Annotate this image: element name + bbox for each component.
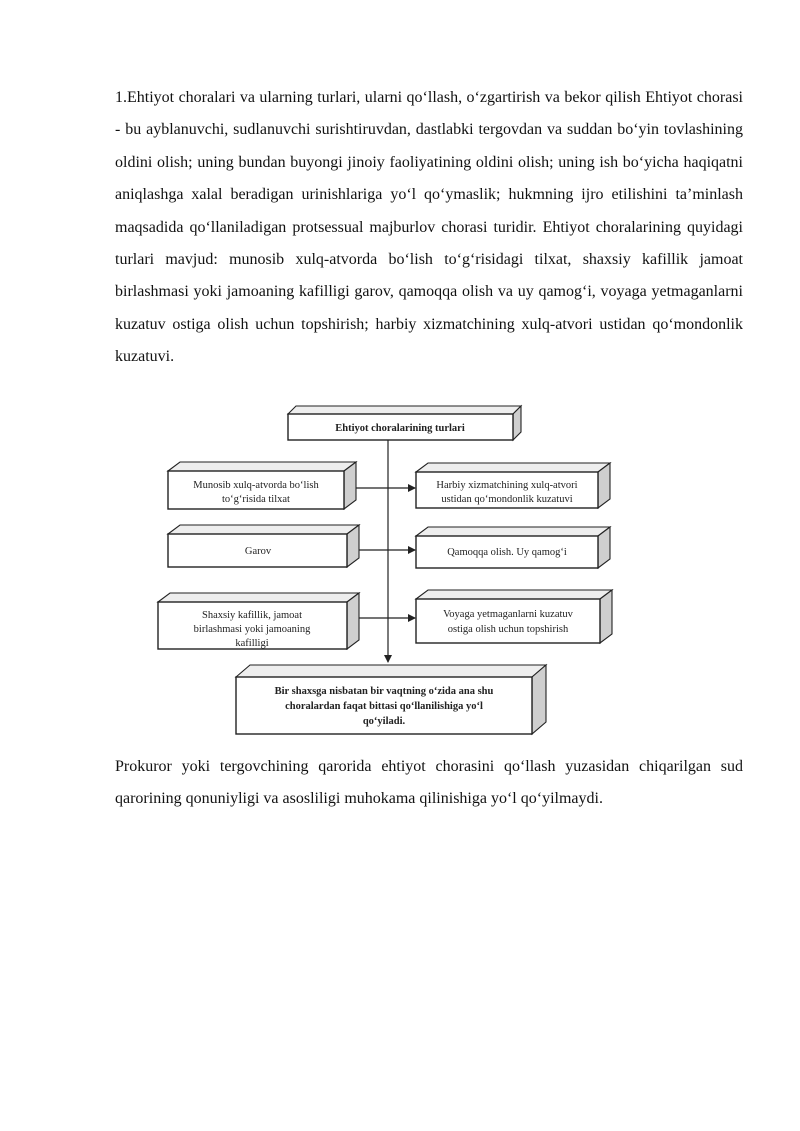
box-conclusion: [236, 665, 546, 734]
diagram-title: Ehtiyot choralarining turlari: [335, 423, 465, 434]
measures-diagram: [0, 400, 800, 745]
svg-text:to‘g‘risida tilxat: to‘g‘risida tilxat: [222, 494, 290, 505]
svg-text:Shaxsiy kafillik, jamoat: Shaxsiy kafillik, jamoat: [201, 610, 303, 621]
closing-paragraph: Prokuror yoki tergovchining qarorida ehtiyot chorasini qo‘llash yuzasidan chiqarilgan sud qarorining qonuniyligi va asosliligi muhokama qilinishiga yo‘l qo‘yilmaydi.: [115, 758, 743, 808]
svg-text:Munosib xulq-atvorda bo‘lish: Munosib xulq-atvorda bo‘lish: [193, 480, 319, 491]
box-garov: [168, 525, 359, 567]
box-kafillik: [158, 593, 359, 649]
svg-text:birlashmasi yoki jamoaning: birlashmasi yoki jamoaning: [193, 624, 311, 635]
svg-text:Qamoqqa olish. Uy qamog‘i: Qamoqqa olish. Uy qamog‘i: [447, 547, 567, 558]
svg-text:ustidan qo‘mondonlik kuzatuvi: ustidan qo‘mondonlik kuzatuvi: [441, 494, 573, 505]
svg-text:ostiga olish uchun topshirish: ostiga olish uchun topshirish: [447, 624, 569, 635]
box-tilxat: [168, 462, 356, 509]
svg-text:Bir shaxsga nisbatan bir vaqtn: Bir shaxsga nisbatan bir vaqtning o‘zida ana shu: [274, 686, 494, 697]
svg-text:kafilligi: kafilligi: [235, 638, 269, 649]
svg-text:Garov: Garov: [244, 546, 272, 557]
box-qamoqqa: [416, 527, 610, 568]
svg-text:Voyaga yetmaganlarni kuzatuv: Voyaga yetmaganlarni kuzatuv: [443, 609, 573, 620]
box-voyaga: [416, 590, 612, 643]
box-harbiy: [416, 463, 610, 508]
svg-text:Harbiy xizmatchining xulq-atvo: Harbiy xizmatchining xulq-atvori: [436, 480, 578, 491]
svg-text:qo‘yiladi.: qo‘yiladi.: [362, 716, 406, 727]
intro-paragraph: 1.Ehtiyot choralari va ularning turlari, ularni qo‘llash, o‘zgartirish va bekor qilish Ehtiyot chorasi - bu ayblanuvchi, sudlanuvchi surishtiruvdan, dastlabki tergovdan va suddan bo‘yin tovlashining oldini olish; uning bundan buyongi jinoiy faoliyatining oldini olish; uning ish bo‘yicha haqiqatni aniqlashga xalal beradigan urinishlariga yo‘l qo‘ymaslik; hukmning ijro etilishini ta’minlash maqsadida qo‘llaniladigan protsessual majburlov chorasi turidir. Ehtiyot choralarining quyidagi turlari mavjud: munosib xulq-atvorda bo‘lish to‘g‘risidagi tilxat, shaxsiy kafillik jamoat birlashmasi yoki jamoaning kafilligi garov, qamoqqa olish va uy qamog‘i, voyaga yetmaganlarni kuzatuv ostiga olish uchun topshirish; harbiy xizmatchining xulq-atvori ustidan qo‘mondonlik kuzatuvi.: [115, 89, 743, 366]
diagram-title-box: [288, 406, 521, 440]
svg-text:choralardan faqat bittasi qo‘l: choralardan faqat bittasi qo‘llanilishiga yo‘l: [285, 701, 483, 712]
